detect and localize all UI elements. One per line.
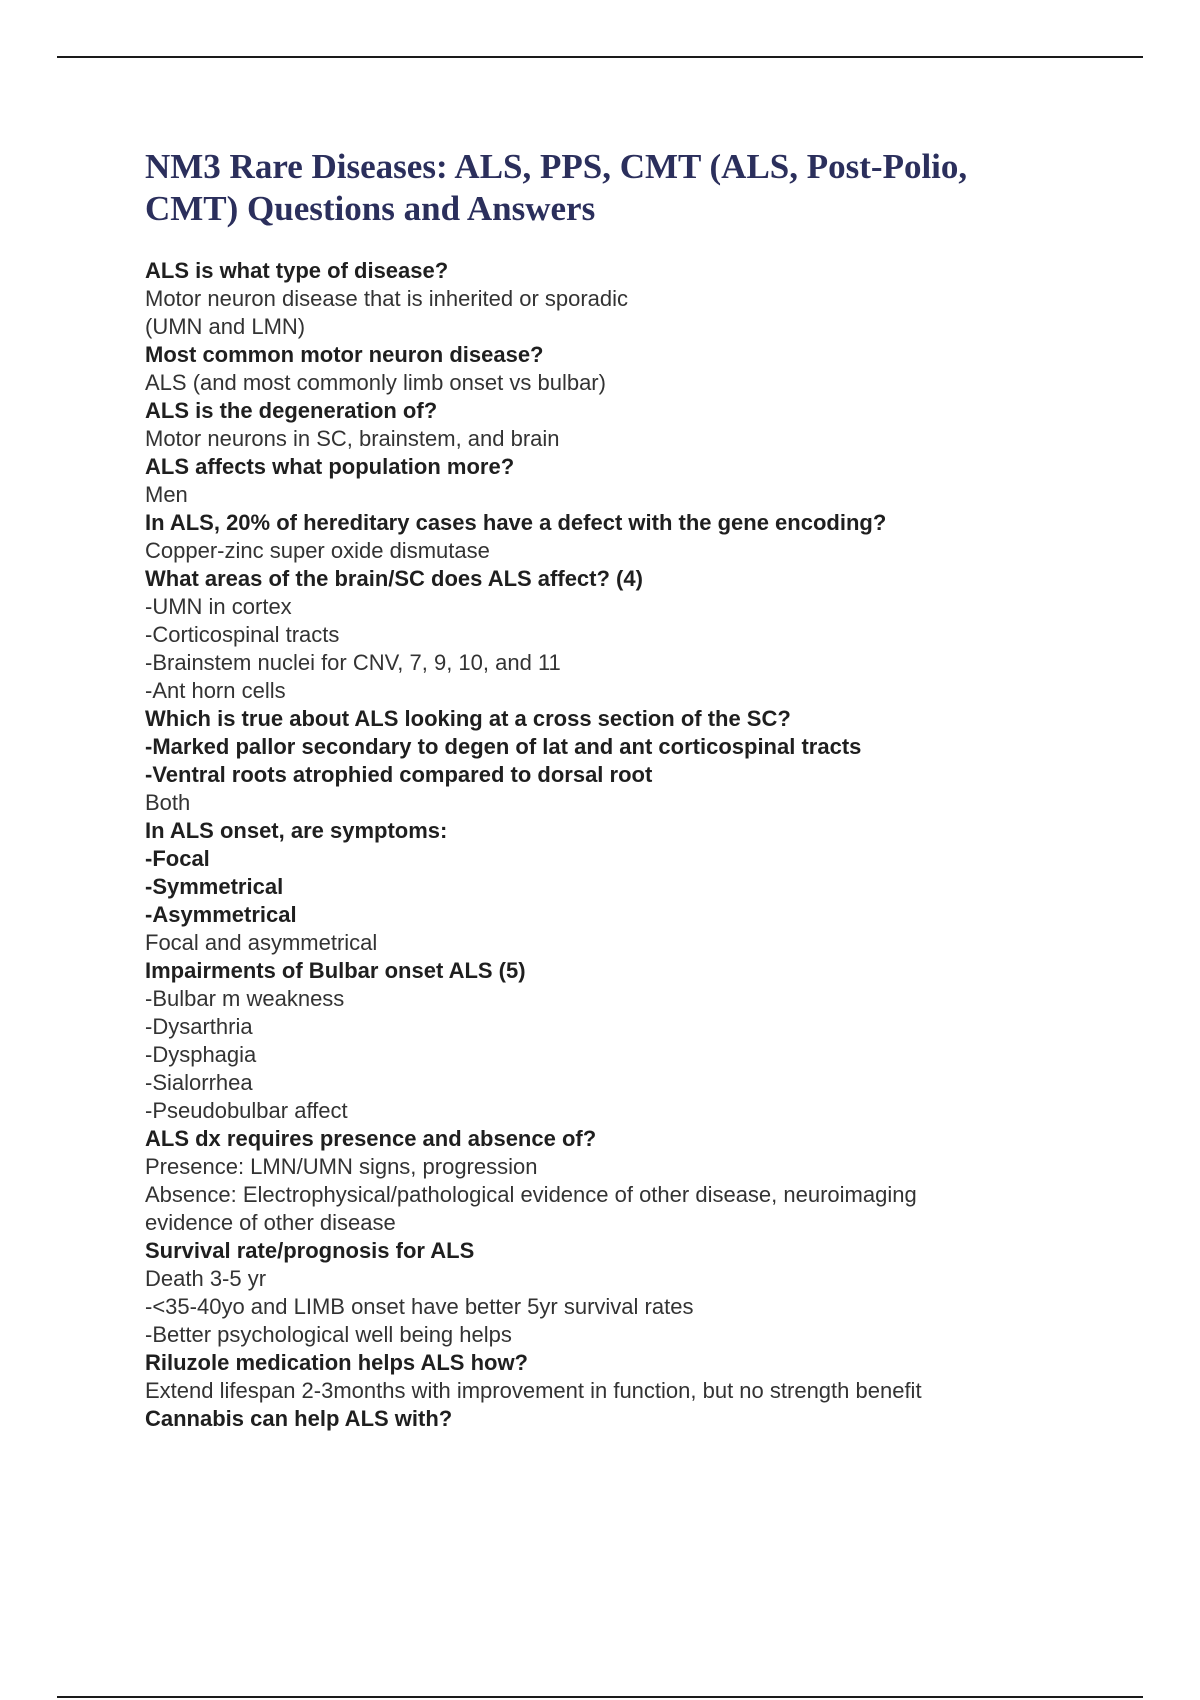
answer-line: Presence: LMN/UMN signs, progression bbox=[145, 1154, 538, 1179]
answer-line: Both bbox=[145, 790, 191, 815]
answer-line: -Ant horn cells bbox=[145, 678, 286, 703]
answer-line: Extend lifespan 2-3months with improvement in function, but no strength benefit bbox=[145, 1378, 922, 1403]
answer-line: -Corticospinal tracts bbox=[145, 622, 340, 647]
question-line: Most common motor neuron disease? bbox=[145, 342, 544, 367]
answer-line: Motor neurons in SC, brainstem, and brain bbox=[145, 426, 560, 451]
question-line: ALS dx requires presence and absence of? bbox=[145, 1126, 597, 1151]
answer-line: -Sialorrhea bbox=[145, 1070, 253, 1095]
title-line-1: NM3 Rare Diseases: ALS, PPS, CMT (ALS, Post-Polio, bbox=[145, 147, 968, 186]
question-line: ALS affects what population more? bbox=[145, 454, 515, 479]
answer-line: -Brainstem nuclei for CNV, 7, 9, 10, and 11 bbox=[145, 650, 561, 675]
question-line: Survival rate/prognosis for ALS bbox=[145, 1238, 475, 1263]
question-line: Impairments of Bulbar onset ALS (5) bbox=[145, 958, 526, 983]
question-line: Which is true about ALS looking at a cross section of the SC? bbox=[145, 706, 791, 731]
question-line: ALS is the degeneration of? bbox=[145, 398, 438, 423]
answer-line: (UMN and LMN) bbox=[145, 314, 306, 339]
answer-line: -Dysarthria bbox=[145, 1014, 253, 1039]
question-line: Riluzole medication helps ALS how? bbox=[145, 1350, 528, 1375]
answer-line: Men bbox=[145, 482, 188, 507]
question-line: -Marked pallor secondary to degen of lat and ant corticospinal tracts bbox=[145, 734, 862, 759]
answer-line: -UMN in cortex bbox=[145, 594, 292, 619]
qa-content bbox=[145, 257, 1125, 1433]
answer-line: Focal and asymmetrical bbox=[145, 930, 378, 955]
question-line: -Focal bbox=[145, 846, 210, 871]
question-line: -Ventral roots atrophied compared to dorsal root bbox=[145, 762, 653, 787]
answer-line: ALS (and most commonly limb onset vs bulbar) bbox=[145, 370, 606, 395]
answer-line: Death 3-5 yr bbox=[145, 1266, 267, 1291]
question-line: In ALS, 20% of hereditary cases have a defect with the gene encoding? bbox=[145, 510, 887, 535]
question-line: What areas of the brain/SC does ALS affect? (4) bbox=[145, 566, 643, 591]
answer-line: Motor neuron disease that is inherited or sporadic bbox=[145, 286, 629, 311]
answer-line: Absence: Electrophysical/pathological evidence of other disease, neuroimaging bbox=[145, 1182, 917, 1207]
question-line: -Symmetrical bbox=[145, 874, 284, 899]
question-line: In ALS onset, are symptoms: bbox=[145, 818, 448, 843]
document-title bbox=[145, 146, 1085, 230]
answer-line: -<35-40yo and LIMB onset have better 5yr survival rates bbox=[145, 1294, 694, 1319]
question-line: ALS is what type of disease? bbox=[145, 258, 449, 283]
question-line: -Asymmetrical bbox=[145, 902, 297, 927]
answer-line: -Dysphagia bbox=[145, 1042, 257, 1067]
answer-line: -Pseudobulbar affect bbox=[145, 1098, 348, 1123]
answer-line: evidence of other disease bbox=[145, 1210, 396, 1235]
title-line-2: CMT) Questions and Answers bbox=[145, 189, 596, 228]
question-line: Cannabis can help ALS with? bbox=[145, 1406, 453, 1431]
bottom-rule bbox=[57, 1696, 1143, 1698]
answer-line: -Bulbar m weakness bbox=[145, 986, 345, 1011]
top-rule bbox=[57, 56, 1143, 58]
answer-line: -Better psychological well being helps bbox=[145, 1322, 512, 1347]
answer-line: Copper-zinc super oxide dismutase bbox=[145, 538, 490, 563]
